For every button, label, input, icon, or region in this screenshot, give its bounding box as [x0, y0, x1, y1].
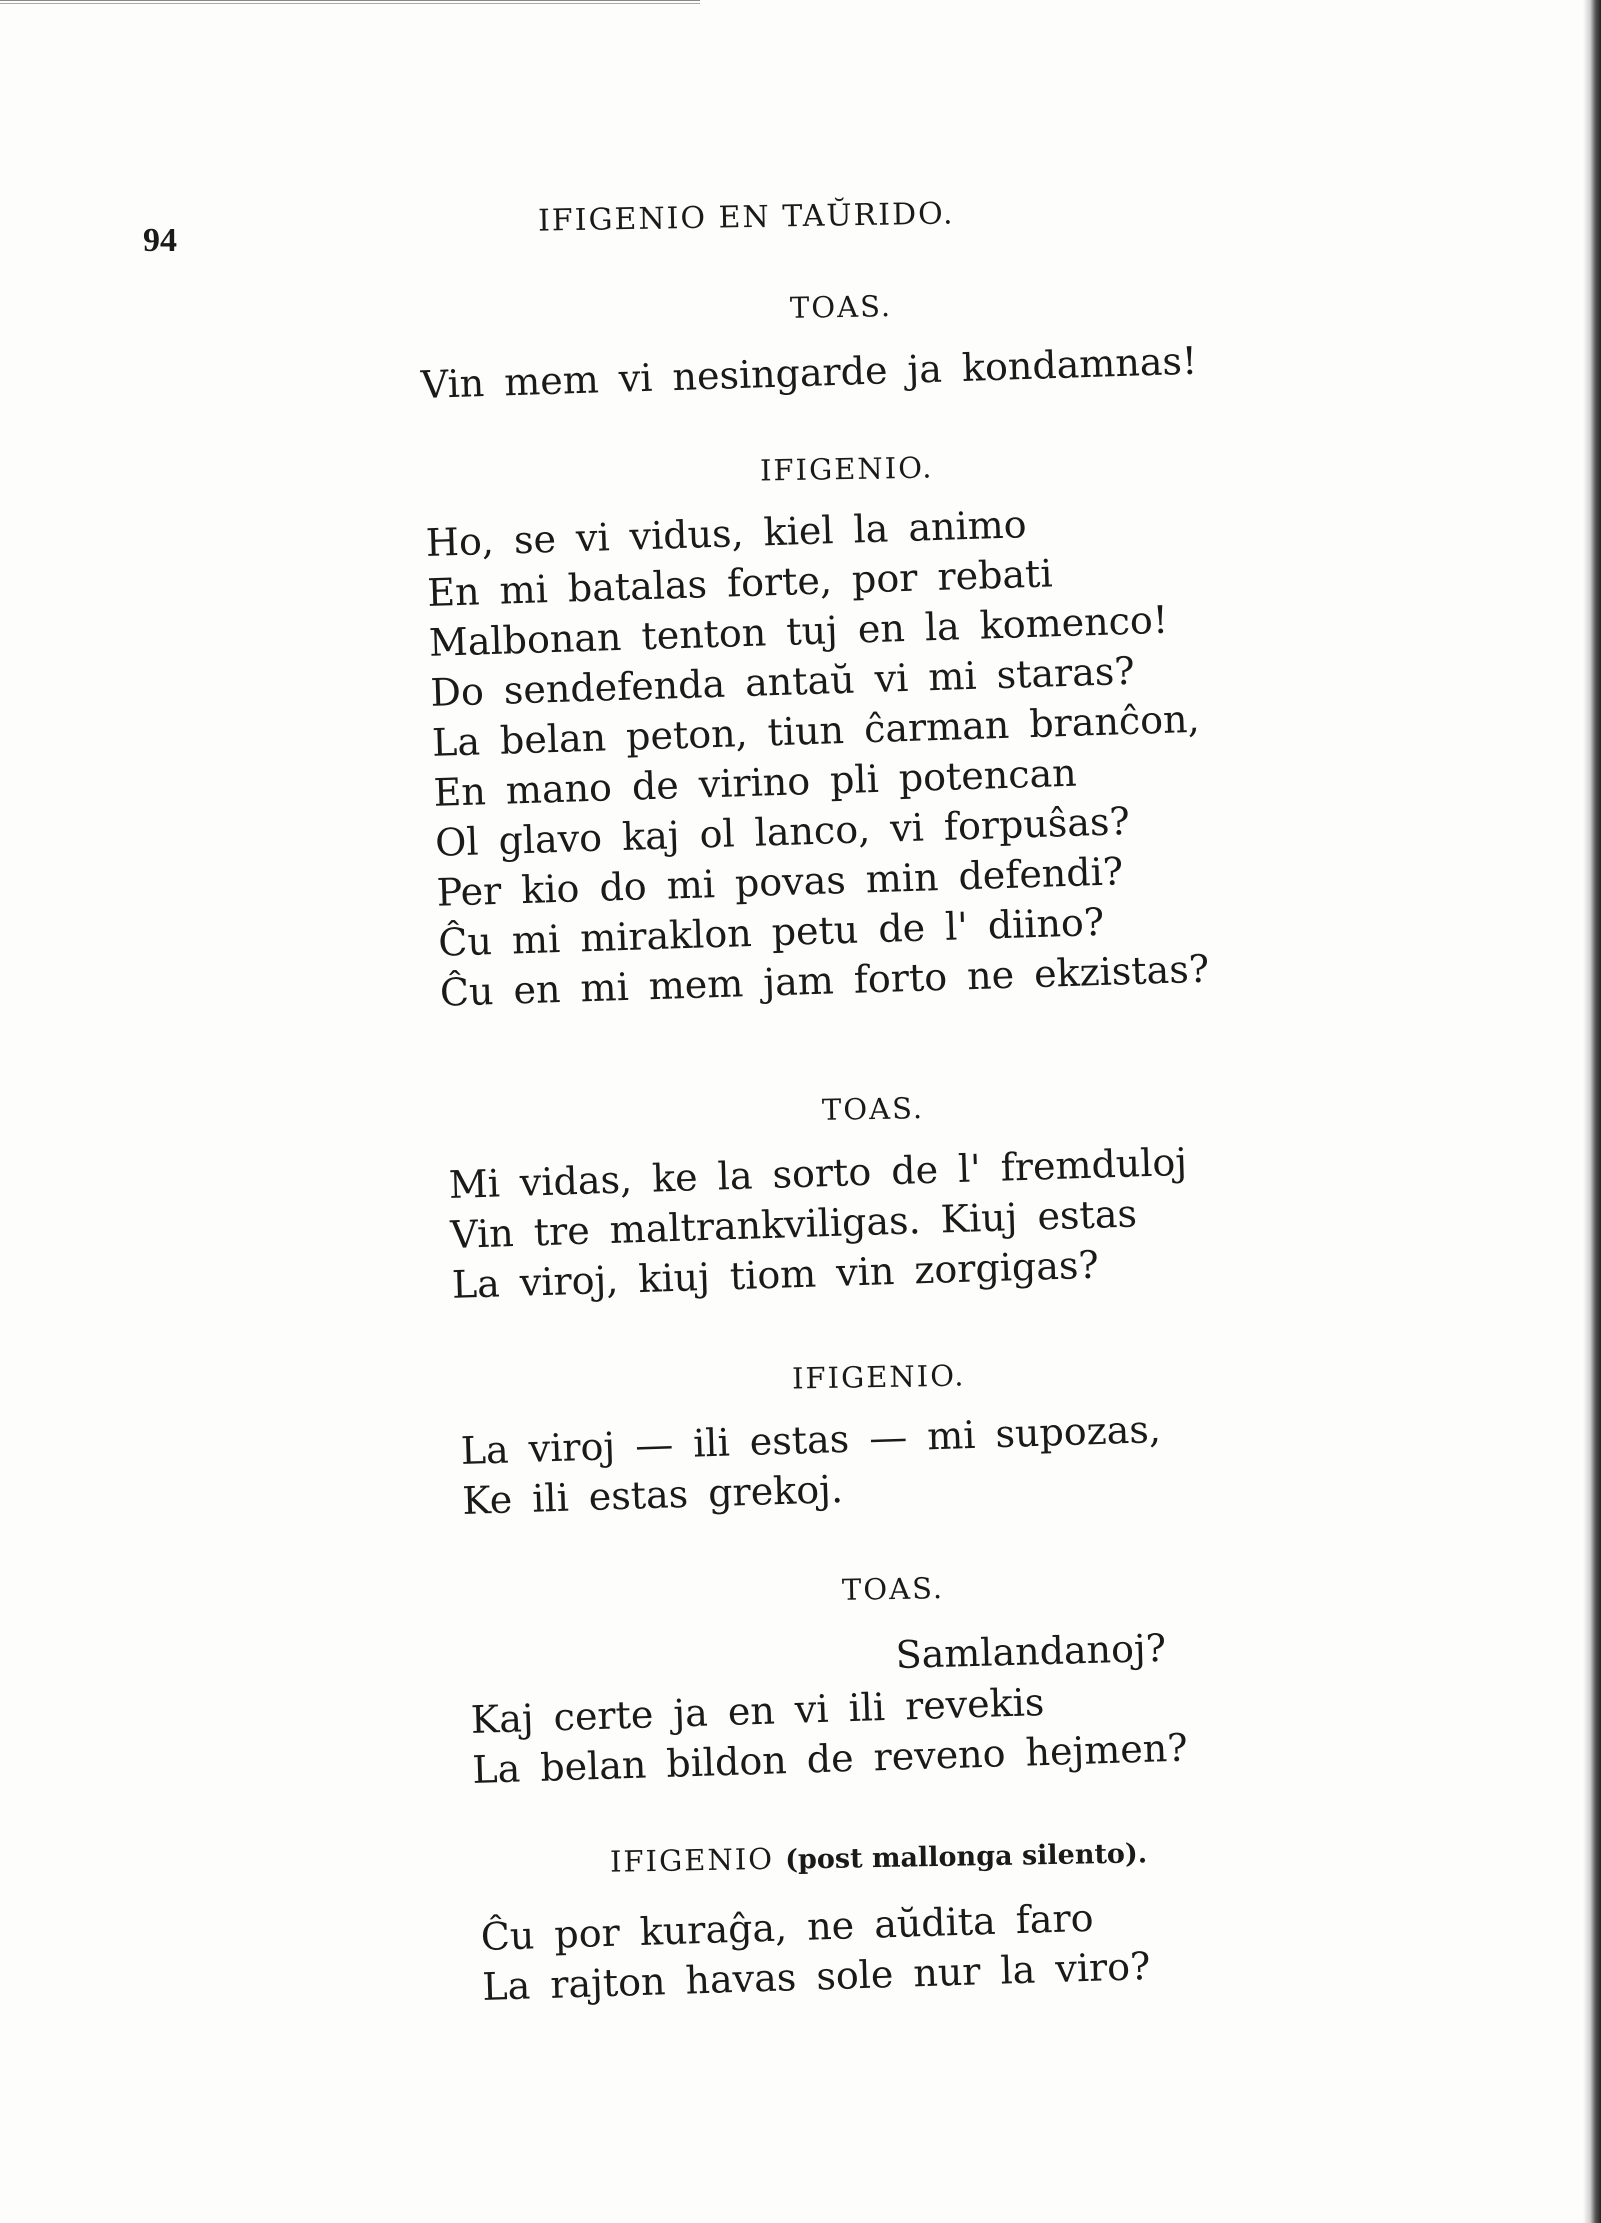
speaker-heading: [822, 1091, 925, 1127]
verse-block: [470, 1673, 1188, 1795]
verse-line: Ĉu en mi mem jam forto ne ekzistas?: [439, 946, 1210, 1015]
top-rule: [0, 0, 700, 6]
verse-line: La belan bildon de reveno hejmen?: [471, 1725, 1189, 1792]
speaker-heading: [842, 1571, 945, 1607]
page-edge-shadow: [1583, 0, 1601, 2223]
verse-block: [448, 1137, 1191, 1310]
speaker-heading: [760, 450, 934, 487]
verse-line: Samlandanoj?: [895, 1625, 1167, 1677]
page-number: 94: [143, 222, 177, 259]
verse-line: Ĉu por kuraĝa, ne aŭdita faro: [480, 1895, 1095, 1959]
speaker-name: TOAS.: [821, 1091, 925, 1127]
verse-block: [895, 1623, 1167, 1680]
verse-line: La rajton havas sole nur la viro?: [481, 1943, 1152, 2009]
verse-line: Vin tre maltrankviligas. Kiuj estas: [449, 1191, 1138, 1257]
verse-line: En mi batalas forte, por rebati: [426, 551, 1054, 615]
verse-line: La viroj, kiuj tiom vin zorgigas?: [451, 1242, 1100, 1307]
running-head: IFIGENIO EN TAŬRIDO.: [537, 196, 955, 239]
verse-line: Mi vidas, ke la sorto de l' fremduloj: [448, 1139, 1188, 1207]
verse-block: [480, 1891, 1151, 2012]
verse-line: Ol glavo kaj ol lanco, vi forpuŝas?: [434, 799, 1131, 865]
verse-line: Do sendefenda antaŭ vi mi staras?: [429, 648, 1136, 715]
speaker-name: IFIGENIO: [609, 1841, 775, 1879]
stage-direction: (post mallonga silento).: [784, 1838, 1148, 1876]
speaker-name: IFIGENIO.: [759, 450, 934, 488]
verse-line: Ho, se vi vidus, kiel la animo: [425, 502, 1028, 565]
speaker-heading: [790, 289, 893, 325]
speaker-heading: [610, 1835, 1148, 1878]
speaker-name: TOAS.: [841, 1571, 945, 1607]
verse-line: Vin mem vi nesingarde ja kondamnas!: [420, 338, 1198, 407]
verse-line: Ĉu mi miraklon petu de l' diino?: [437, 899, 1105, 965]
verse-line: Ke ili estas grekoj.: [461, 1467, 844, 1523]
verse-line: Malbonan tenton tuj en la komenco!: [428, 597, 1169, 665]
speaker-name: TOAS.: [789, 289, 893, 325]
verse-block: [460, 1404, 1163, 1526]
verse-line: En mano de virino pli potencan: [432, 750, 1078, 815]
verse-block: [425, 494, 1210, 1018]
speaker-heading: [792, 1358, 966, 1395]
speaker-name: IFIGENIO.: [791, 1358, 966, 1396]
verse-block: [420, 336, 1198, 410]
verse-line: La belan peton, tiun ĉarman branĉon,: [431, 696, 1201, 765]
verse-line: Kaj certe ja en vi ili revekis: [470, 1679, 1045, 1742]
verse-line: La viroj — ili estas — mi supozas,: [460, 1406, 1162, 1473]
verse-line: Per kio do mi povas min defendi?: [436, 849, 1124, 915]
